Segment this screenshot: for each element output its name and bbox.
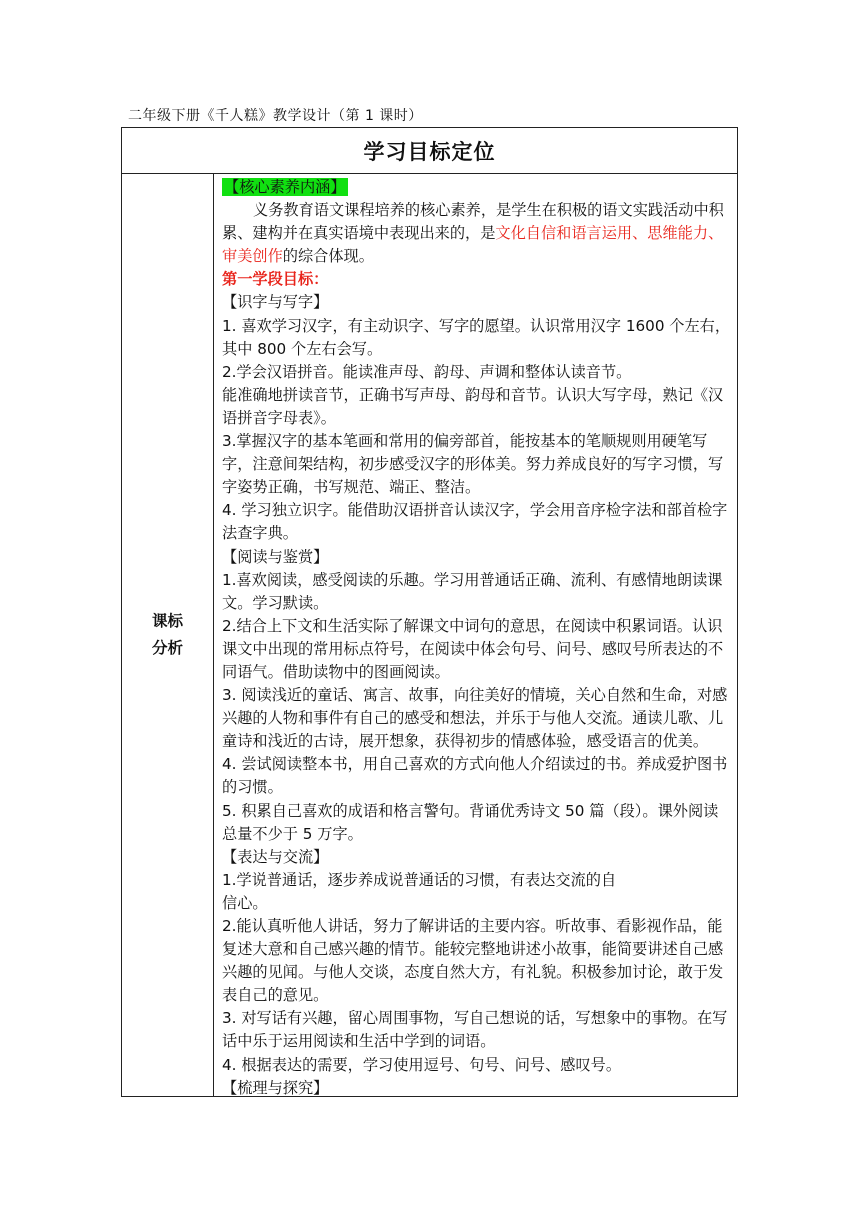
s3-item-3: 3. 对写话有兴趣，留心周围事物，写自己想说的话，写想象中的事物。在写话中乐于运用阅读和生活中学到的词语。 — [222, 1009, 728, 1051]
table-body-row — [122, 174, 737, 1096]
core-para-highlight: 文化自信和语言运用、思维能力、审美创作 — [222, 224, 724, 266]
s1-item-4: 4. 学习独立识字。能借助汉语拼音认读汉字，学会用音序检字法和部首检字法查字典。 — [222, 501, 728, 543]
core-literacy-paragraph — [222, 199, 733, 268]
s2-item-3: 3. 阅读浅近的童话、寓言、故事，向往美好的情境，关心自然和生命，对感兴趣的人物和事件有自己的感受和想法，并乐于与他人交流。通读儿歌、儿童诗和浅近的古诗，展开想象，获得初步的情感体验，感受语言的优美。 — [222, 686, 728, 751]
core-para-start: 义务教育语文课程培养的核心素养，是学生在积极的语文实践活动中积累、建构并在真实语境中表现出来的，是 — [222, 201, 724, 243]
s2-item-4: 4. 尝试阅读整本书，用自己喜欢的方式向他人介绍读过的书。养成爱护图书的习惯。 — [222, 755, 728, 797]
s1-item-2: 2.学会汉语拼音。能读准声母、韵母、声调和整体认读音节。 — [222, 362, 632, 381]
s2-item-5: 5. 积累自己喜欢的成语和格言警句。背诵优秀诗文 50 篇（段）。课外阅读总量不少于 5 万字。 — [222, 801, 719, 843]
row-label-cell — [122, 174, 214, 1096]
s3-item-4: 4. 根据表达的需要，学习使用逗号、句号、问号、感叹号。 — [222, 1055, 622, 1074]
s3-item-1-line2: 信心。 — [222, 893, 268, 912]
content-cell — [214, 174, 737, 1096]
s1-item-1: 1. 喜欢学习汉字，有主动识字、写字的愿望。认识常用汉字 1600 个左右，其中 800 个左右会写。 — [222, 316, 731, 358]
stage-heading: 第一学段目标： — [222, 270, 329, 289]
section-heading-exploration: 【梳理与探究】 — [222, 1078, 329, 1096]
core-literacy-heading: 【核心素养内涵】 — [224, 178, 346, 196]
row-label — [152, 608, 183, 662]
s2-item-2: 2.结合上下文和生活实际了解课文中词句的意思，在阅读中积累词语。认识课文中出现的常用标点符号，在阅读中体会句号、问号、感叹号所表达的不同语气。借助读物中的图画阅读。 — [222, 616, 724, 681]
lesson-table — [121, 127, 738, 1097]
section-heading-literacy: 【识字与写字】 — [222, 293, 329, 312]
s3-item-1-line1: 1.学说普通话，逐步养成说普通话的习惯，有表达交流的自 — [222, 870, 617, 889]
document-header: 二年级下册《千人糕》教学设计（第 1 课时） — [128, 108, 423, 124]
s1-item-2-cont: 能准确地拼读音节，正确书写声母、韵母和音节。认识大写字母，熟记《汉语拼音字母表》。 — [222, 385, 724, 427]
table-title: 学习目标定位 — [122, 128, 737, 174]
row-label-line2: 分析 — [151, 639, 183, 657]
s2-item-1: 1.喜欢阅读，感受阅读的乐趣。学习用普通话正确、流利、有感情地朗读课文。学习默读。 — [222, 570, 723, 612]
row-label-line1: 课标 — [151, 612, 183, 630]
s3-item-2: 2.能认真听他人讲话，努力了解讲话的主要内容。听故事、看影视作品，能复述大意和自己感兴趣的情节。能较完整地讲述小故事，能简要讲述自己感兴趣的见闻。与他人交谈，态度自然大方，有礼貌。积极参加讨论，敢于发表自己的意见。 — [222, 917, 724, 1005]
section-heading-reading: 【阅读与鉴赏】 — [222, 547, 329, 566]
section-heading-expression: 【表达与交流】 — [222, 847, 329, 866]
s1-item-3: 3.掌握汉字的基本笔画和常用的偏旁部首，能按基本的笔顺规则用硬笔写字，注意间架结构，初步感受汉字的形体美。努力养成良好的写字习惯，写字姿势正确，书写规范、端正、整洁。 — [222, 432, 724, 497]
core-para-end: 的综合体现。 — [282, 247, 374, 266]
